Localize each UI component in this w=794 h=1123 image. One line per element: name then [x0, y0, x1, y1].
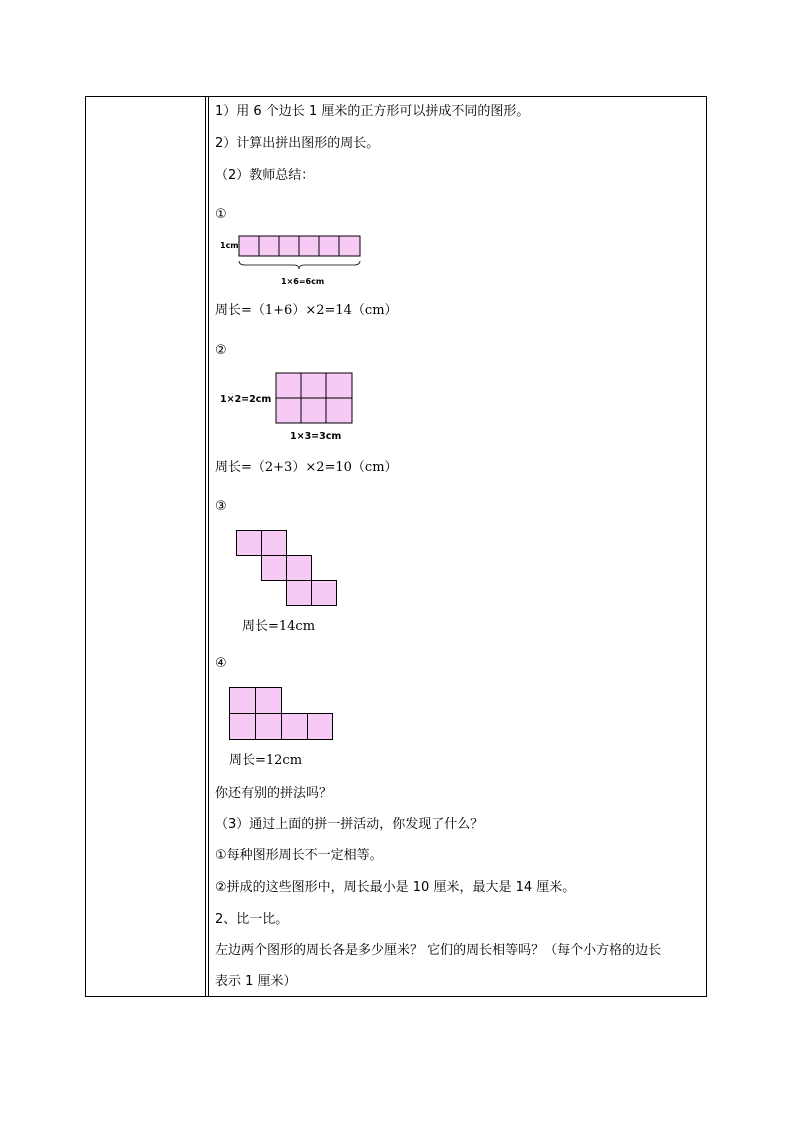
- square: [299, 236, 319, 256]
- teacher-summary-heading: （2）教师总结：: [215, 168, 315, 183]
- figure-1-bottom-label: 1×6=6cm: [281, 277, 325, 286]
- finding-1: ①每种图形周长不一定相等。: [215, 848, 383, 863]
- square: [256, 714, 282, 740]
- square: [276, 373, 301, 398]
- finding-2: ②拼成的这些图形中，周长最小是 10 厘米，最大是 14 厘米。: [215, 880, 576, 895]
- figure-1-strip: [218, 235, 368, 290]
- square: [287, 556, 312, 581]
- perimeter-3: 周长=14cm: [242, 619, 316, 634]
- square: [339, 236, 360, 256]
- column-divider-inner: [208, 96, 209, 997]
- marker-4: ④: [215, 656, 227, 671]
- square: [256, 688, 282, 714]
- figure-3-staircase: [236, 530, 340, 608]
- brace: [239, 261, 360, 269]
- figure-2-bottom-label: 1×3=3cm: [290, 431, 342, 442]
- marker-1: ①: [215, 207, 227, 222]
- figure-2-side-label: 1×2=2cm: [220, 394, 272, 405]
- figure-4-l-shape: [229, 687, 335, 741]
- square: [312, 581, 337, 606]
- marker-2: ②: [215, 343, 227, 358]
- square: [262, 531, 287, 556]
- compare-question-line-1: 左边两个图形的周长各是多少厘米？ 它们的周长相等吗？（每个小方格的边长: [215, 943, 662, 958]
- question-other-ways: 你还有别的拼法吗？: [215, 786, 333, 801]
- square: [308, 714, 333, 740]
- marker-3: ③: [215, 499, 227, 514]
- square: [319, 236, 339, 256]
- square: [237, 531, 262, 556]
- square: [276, 398, 301, 423]
- square: [279, 236, 299, 256]
- square: [326, 398, 352, 423]
- square: [301, 373, 326, 398]
- perimeter-4: 周长=12cm: [229, 753, 303, 768]
- square: [230, 688, 256, 714]
- square: [230, 714, 256, 740]
- perimeter-2: 周长=（2+3）×2=10（cm）: [215, 460, 398, 475]
- figure-2-rectangle: [218, 372, 358, 444]
- section-2-heading: 2、比一比。: [215, 912, 289, 927]
- lesson-table: [85, 96, 707, 997]
- square: [282, 714, 308, 740]
- column-divider: [205, 96, 206, 997]
- step-2-text: 2）计算出拼出图形的周长。: [215, 136, 380, 151]
- square: [287, 581, 312, 606]
- square: [259, 236, 279, 256]
- square: [301, 398, 326, 423]
- step-1-text: 1）用 6 个边长 1 厘米的正方形可以拼成不同的图形。: [215, 104, 530, 119]
- compare-question-line-2: 表示 1 厘米）: [215, 974, 297, 989]
- square: [239, 236, 259, 256]
- perimeter-1: 周长=（1+6）×2=14（cm）: [215, 303, 398, 318]
- square: [262, 556, 287, 581]
- square: [326, 373, 352, 398]
- question-discovery: （3）通过上面的拼一拼活动，你发现了什么？: [215, 817, 484, 832]
- figure-1-side-label: 1cm: [220, 241, 239, 250]
